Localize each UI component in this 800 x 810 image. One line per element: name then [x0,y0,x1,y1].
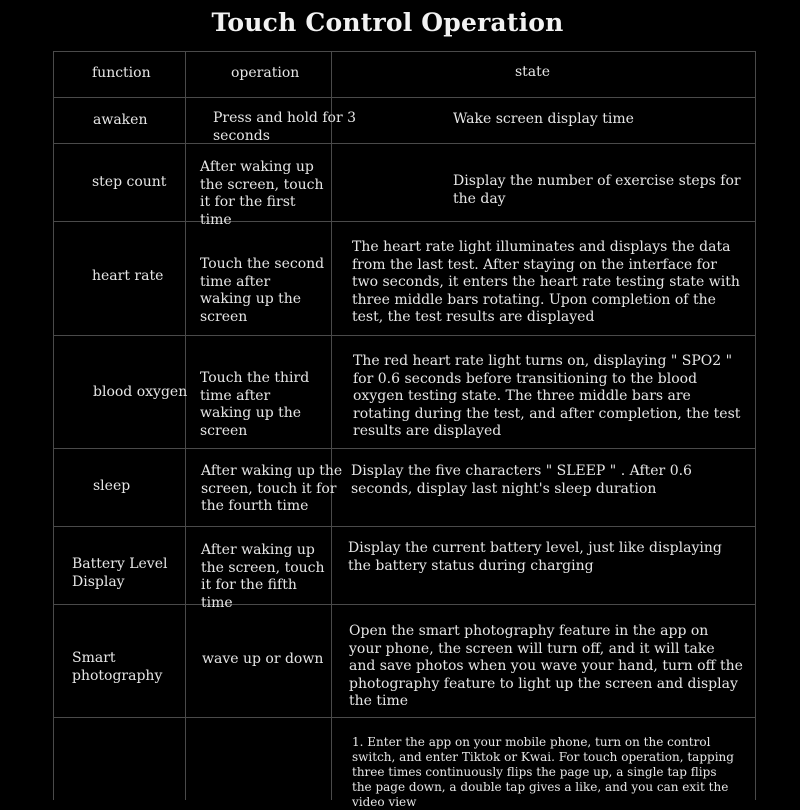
table-border [53,97,755,98]
row-step-count-function: step count [92,174,167,190]
row-step-count-state: Display the number of exercise steps for the day [453,173,741,207]
header-function: function [92,65,151,81]
row-heart-rate-operation: Touch the second time after waking up the screen [200,256,325,325]
header-state: state [515,64,551,80]
table-border [53,51,54,800]
row-battery-state: Display the current battery level, just like displaying the battery status during charging [348,540,722,574]
table-border [53,604,755,605]
row-smart-photography-function: Smart photography [72,650,163,684]
header-operation: operation [231,65,300,81]
row-sleep-function: sleep [93,478,131,494]
table-border [53,526,755,527]
row-step-count-operation: After waking up the screen, touch it for the first time [200,159,324,228]
row-sleep-state: Display the five characters " SLEEP " . After 0.6 seconds, display last night's sleep duration [351,463,692,497]
row-battery-function: Battery Level Display [72,556,168,590]
row-sleep-operation: After waking up the screen, touch it for the fourth time [201,463,343,514]
row-blood-oxygen-function: blood oxygen [93,384,188,400]
table-border [53,221,755,222]
row-battery-operation: After waking up the screen, touch it for the fifth time [201,542,325,611]
table-border [53,51,755,52]
row-smart-photography-state: Open the smart photography feature in the app on your phone, the screen will turn off, and it will take and save photos when you wave your hand, turn off the photography feature to light up the screen and display the time [349,623,743,709]
row-awaken-state: Wake screen display time [453,111,634,127]
table-border [53,448,755,449]
row-video-control-state: 1. Enter the app on your mobile phone, turn on the control switch, and enter Tiktok or Kwai. For touch operation, tapping three times continuously flips the page up, a single tap flips the page down, a double tap gives a like, and you can exit the video view [352,735,734,809]
row-heart-rate-function: heart rate [92,268,164,284]
row-heart-rate-state: The heart rate light illuminates and displays the data from the last test. After staying on the interface for two seconds, it enters the heart rate testing state with three middle bars rotating. Upon completion of the test, the test results are displayed [352,239,740,325]
row-smart-photography-operation: wave up or down [202,651,324,667]
page-title: Touch Control Operation [211,8,564,37]
table-border [331,51,332,800]
row-blood-oxygen-operation: Touch the third time after waking up the screen [200,370,310,439]
table-border [185,51,186,800]
row-awaken-function: awaken [93,112,148,128]
row-awaken-operation: Press and hold for 3 seconds [213,110,356,144]
table-border [53,717,755,718]
table-border [755,51,756,800]
table-border [53,335,755,336]
row-blood-oxygen-state: The red heart rate light turns on, displaying " SPO2 " for 0.6 seconds before transitioning to the blood oxygen testing state. The three middle bars are rotating during the test, and after completion, the test results are displayed [353,353,741,439]
